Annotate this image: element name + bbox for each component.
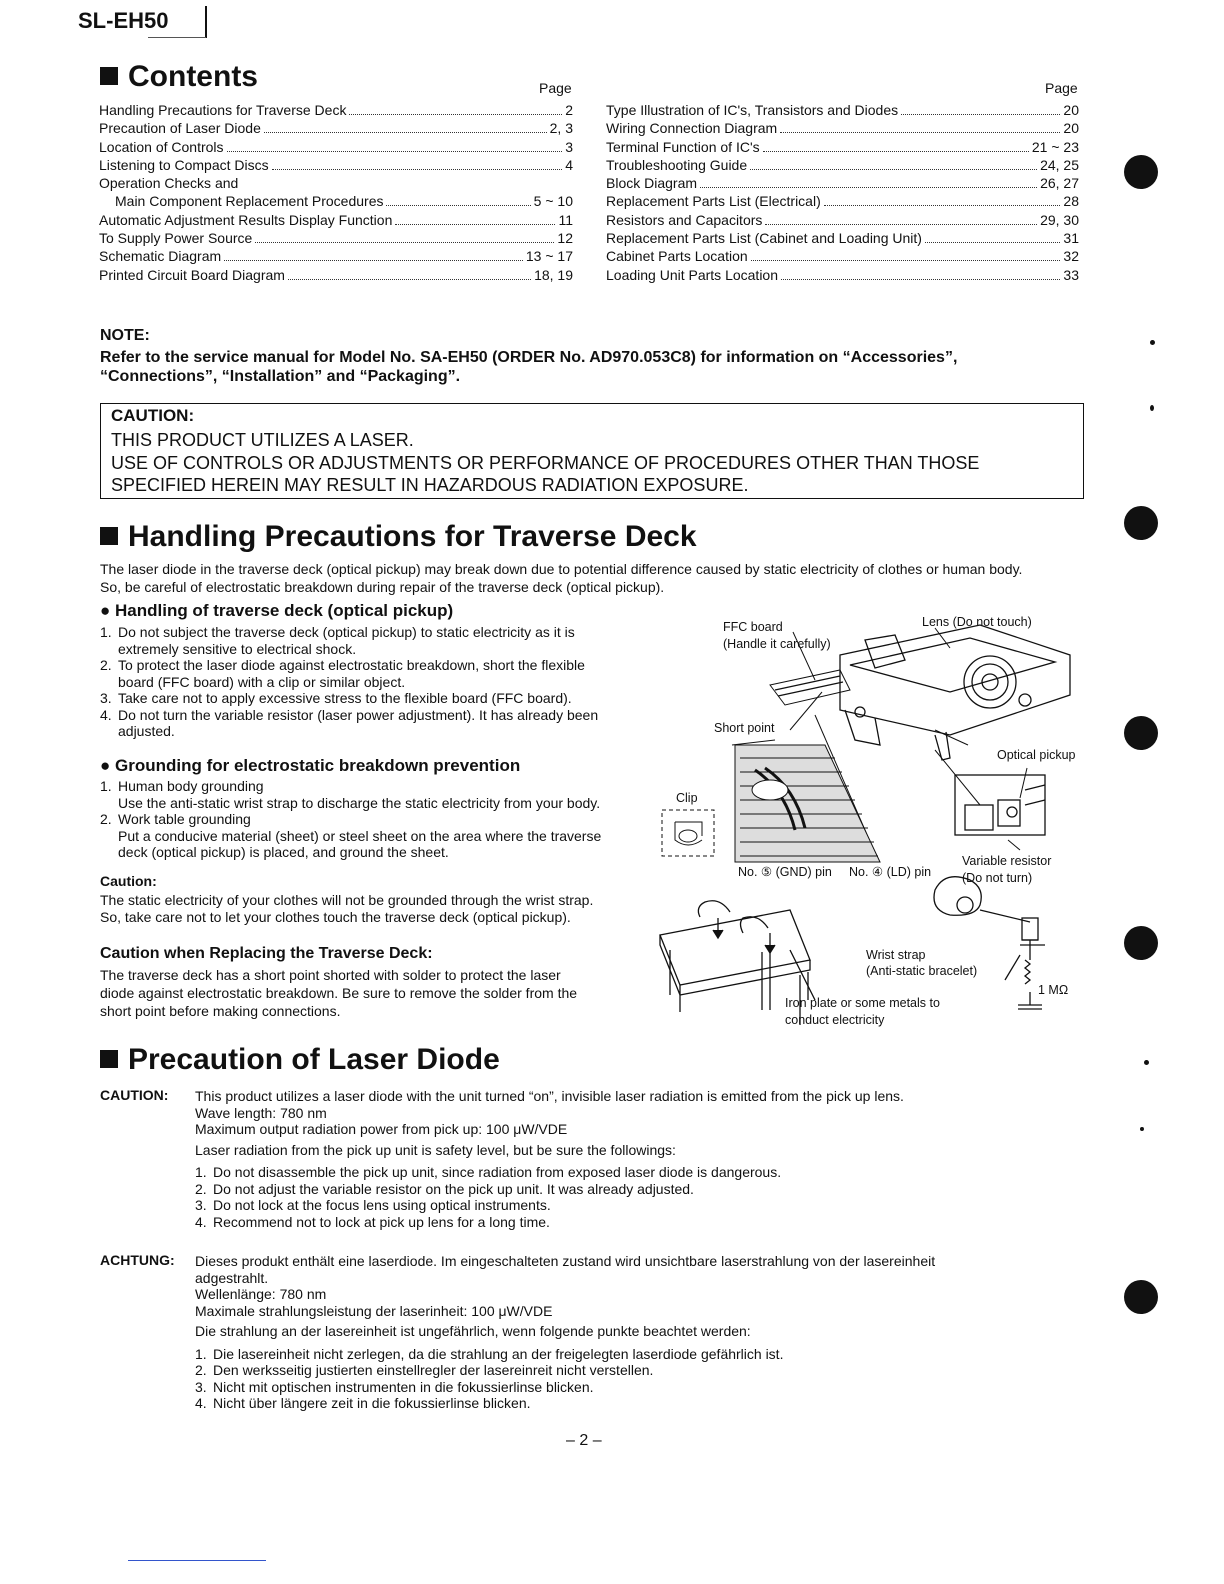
scan-speck: [1140, 1127, 1144, 1131]
laser-caution-block: [195, 1088, 1095, 1230]
note-line-2: “Connections”, “Installation” and “Packaging”.: [100, 368, 461, 385]
list-item: 2. Den werksseitig justierten einstellregler der lasereinreit nicht verstellen.: [195, 1362, 654, 1378]
toc-entry[interactable]: Loading Unit Parts Location 33: [606, 266, 1079, 283]
toc-entry[interactable]: Terminal Function of IC's 21 ~ 23: [606, 138, 1079, 155]
scan-speck: [1150, 340, 1155, 345]
list-item: 4. Recommend not to lock at pick up lens for a long time.: [195, 1213, 550, 1230]
page-number: – 2 –: [566, 1432, 602, 1449]
binder-hole-mark: [1124, 155, 1158, 189]
scan-speck: [1150, 405, 1154, 411]
max-strahlung-text: Maximale strahlungsleistung der laserinheit: 100 μW/VDE: [195, 1302, 553, 1319]
square-bullet-icon: [100, 67, 118, 85]
toc-entry[interactable]: Operation Checks and: [99, 175, 239, 192]
ffc-board-label: FFC board: [723, 620, 783, 634]
caution-box-line-2: USE OF CONTROLS OR ADJUSTMENTS OR PERFORMANCE OF PROCEDURES OTHER THAN THOSE: [111, 453, 980, 473]
note-line-1: Refer to the service manual for Model No. SA-EH50 (ORDER No. AD970.053C8) for information on “Accessories”,: [100, 349, 958, 366]
contents-heading: [100, 60, 258, 94]
laser-caution-box: [100, 403, 1084, 499]
toc-entry[interactable]: Printed Circuit Board Diagram 18, 19: [99, 266, 573, 283]
toc-entry[interactable]: Schematic Diagram 13 ~ 17: [99, 248, 573, 265]
handling-title: Handling Precautions for Traverse Deck: [128, 520, 697, 553]
scan-speck: [1144, 1060, 1149, 1065]
model-number: SL-EH50: [78, 8, 169, 33]
toc-entry[interactable]: To Supply Power Source 12: [99, 230, 573, 247]
toc-left-column: [99, 101, 573, 284]
lens-label: Lens (Do not touch): [922, 615, 1032, 629]
toc-entry[interactable]: Replacement Parts List (Electrical) 28: [606, 193, 1079, 210]
replace-line-2: diode against electrostatic breakdown. Be sure to remove the solder from the: [100, 985, 578, 1001]
toc-entry[interactable]: Troubleshooting Guide 24, 25: [606, 156, 1079, 173]
list-item: 1. Do not subject the traverse deck (optical pickup) to static electricity as it is extremely sensitive to electrical shock.: [100, 624, 575, 657]
variable-resistor-note: (Do not turn): [962, 871, 1033, 885]
list-item: 3. Nicht mit optischen instrumenten in die fokussierlinse blicken.: [195, 1378, 594, 1395]
list-item: 2. Do not adjust the variable resistor on the pick up unit. It was already adjusted.: [195, 1180, 694, 1197]
toc-entry[interactable]: Handling Precautions for Traverse Deck 2: [99, 102, 573, 118]
toc-entry[interactable]: Replacement Parts List (Cabinet and Loading Unit) 31: [606, 230, 1079, 247]
list-item: 1. Do not disassemble the pick up unit, since radiation from exposed laser diode is dangerous.: [195, 1164, 782, 1180]
list-item: 3. Do not lock at the focus lens using optical instruments.: [195, 1197, 551, 1213]
wrist-strap-illustration: [934, 877, 1045, 1009]
achtung-block: [195, 1253, 1095, 1412]
achtung-label: ACHTUNG:: [100, 1252, 175, 1268]
resistor-value-label: 1 MΩ: [1038, 983, 1069, 997]
short-point-zoom: [735, 740, 890, 862]
list-item: 2. Work table grounding Put a conducive material (sheet) or steel sheet on the area where the traverse deck (optical pickup) is placed, and ground the sheet.: [100, 811, 602, 860]
wrist-strap-label: Wrist strap: [866, 948, 926, 962]
ffc-board-note: (Handle it carefully): [723, 637, 831, 651]
optical-pickup-label: Optical pickup: [997, 748, 1076, 762]
replace-line-1: The traverse deck has a short point shorted with solder to protect the laser: [100, 967, 561, 983]
binder-hole-mark: [1124, 1280, 1158, 1314]
list-item: 4. Do not turn the variable resistor (laser power adjustment). It has already been adjusted.: [100, 706, 599, 739]
short-point-label: Short point: [714, 721, 775, 735]
header-divider: [205, 6, 207, 38]
max-power-text: Maximum output radiation power from pick up: 100 μW/VDE: [195, 1121, 568, 1137]
clip-illustration: [662, 810, 714, 856]
toc-entry[interactable]: Main Component Replacement Procedures 5 ~ 10: [115, 193, 573, 210]
caution-line-2: So, take care not to let your clothes touch the traverse deck (optical pickup).: [100, 909, 571, 925]
toc-entry[interactable]: Wiring Connection Diagram 20: [606, 120, 1079, 137]
safety-text: Laser radiation from the pick up unit is safety level, but be sure the followings:: [195, 1141, 676, 1158]
toc-entry[interactable]: Block Diagram 26, 27: [606, 175, 1079, 192]
list-item: 3. Take care not to apply excessive stress to the flexible board (FFC board).: [100, 690, 572, 706]
header-underline: [148, 37, 206, 38]
grounding-list: [100, 778, 640, 861]
laser-title: Precaution of Laser Diode: [128, 1043, 500, 1076]
binder-hole-mark: [1124, 506, 1158, 540]
gnd-pin-label: No. ⑤ (GND) pin: [738, 865, 832, 879]
binder-hole-mark: [1124, 716, 1158, 750]
caution-label: Caution:: [100, 873, 157, 889]
laser-caution-label: CAUTION:: [100, 1087, 169, 1103]
toc-entry[interactable]: Automatic Adjustment Results Display Function 11: [99, 211, 573, 228]
handling-intro-1: The laser diode in the traverse deck (optical pickup) may break down due to potential difference caused by static electricity of clothes or human body.: [100, 561, 1023, 577]
grounding-subheading: ● Grounding for electrostatic breakdown prevention: [100, 756, 521, 775]
caution-box-line-3: SPECIFIED HEREIN MAY RESULT IN HAZARDOUS RADIATION EXPOSURE.: [111, 475, 749, 495]
handling-list: [100, 624, 640, 740]
toc-entry[interactable]: Resistors and Capacitors 29, 30: [606, 211, 1079, 228]
wrist-strap-note: (Anti-static bracelet): [866, 964, 978, 978]
laser-caution-text: This product utilizes a laser diode with the unit turned “on”, invisible laser radiation is emitted from the pick up lens.: [195, 1088, 904, 1104]
toc-right-column: [606, 101, 1079, 284]
page-column-header-right: Page: [1045, 80, 1078, 96]
iron-plate-note: conduct electricity: [785, 1013, 885, 1027]
ld-pin-label: No. ④ (LD) pin: [849, 865, 932, 879]
square-bullet-icon: [100, 527, 118, 545]
replace-line-3: short point before making connections.: [100, 1003, 341, 1019]
laser-heading: [100, 1043, 500, 1077]
toc-entry[interactable]: Listening to Compact Discs 4: [99, 156, 573, 173]
replace-heading: Caution when Replacing the Traverse Deck:: [100, 945, 433, 962]
square-bullet-icon: [100, 1050, 118, 1068]
contents-title: Contents: [128, 60, 258, 93]
variable-resistor-label: Variable resistor: [962, 854, 1052, 868]
handling-subheading: ● Handling of traverse deck (optical pickup): [100, 601, 454, 620]
binder-hole-mark: [1124, 926, 1158, 960]
iron-plate-label: Iron plate or some metals to: [785, 996, 940, 1010]
page-column-header-left: Page: [539, 80, 572, 96]
handling-intro-2: So, be careful of electrostatic breakdown during repair of the traverse deck (optical pickup).: [100, 579, 665, 595]
toc-entry[interactable]: Type Illustration of IC's, Transistors and Diodes 20: [606, 102, 1079, 118]
wellenlaenge-text: Wellenlänge: 780 nm: [195, 1286, 327, 1302]
wave-length-text: Wave length: 780 nm: [195, 1104, 327, 1121]
variable-resistor-zoom: [955, 775, 1045, 835]
list-item: 4. Nicht über längere zeit in die fokussierlinse blicken.: [195, 1395, 531, 1411]
toc-entry[interactable]: Precaution of Laser Diode 2, 3: [99, 120, 573, 137]
caution-line-1: The static electricity of your clothes will not be grounded through the wrist strap.: [100, 892, 594, 908]
achtung-text-cont: adgestrahlt.: [195, 1269, 269, 1286]
list-item: 1. Die lasereinheit nicht zerlegen, da die strahlung an der freigelegten laserdiode gefährlich ist.: [195, 1345, 784, 1362]
list-item: 1. Human body grounding Use the anti-static wrist strap to discharge the static electricity from your body.: [100, 778, 601, 811]
footer-rule: [128, 1560, 266, 1561]
handling-heading: [100, 520, 697, 554]
caution-box-label: CAUTION:: [111, 406, 195, 425]
clip-label: Clip: [676, 791, 698, 805]
note-label: NOTE:: [100, 327, 150, 344]
caution-box-line-1: THIS PRODUCT UTILIZES A LASER.: [111, 430, 414, 450]
strahlung-text: Die strahlung an der lasereinheit ist ungefährlich, wenn folgende punkte beachtet werden:: [195, 1323, 751, 1339]
toc-entry[interactable]: Location of Controls 3: [99, 138, 573, 155]
toc-entry[interactable]: Cabinet Parts Location 32: [606, 248, 1079, 265]
achtung-text: Dieses produkt enthält eine laserdiode. Im eingeschalteten zustand wird unsichtbare laserstrahlung von der lasereinheit: [195, 1253, 936, 1269]
list-item: 2. To protect the laser diode against electrostatic breakdown, short the flexible board (FFC board) with a clip or similar object.: [100, 657, 585, 690]
